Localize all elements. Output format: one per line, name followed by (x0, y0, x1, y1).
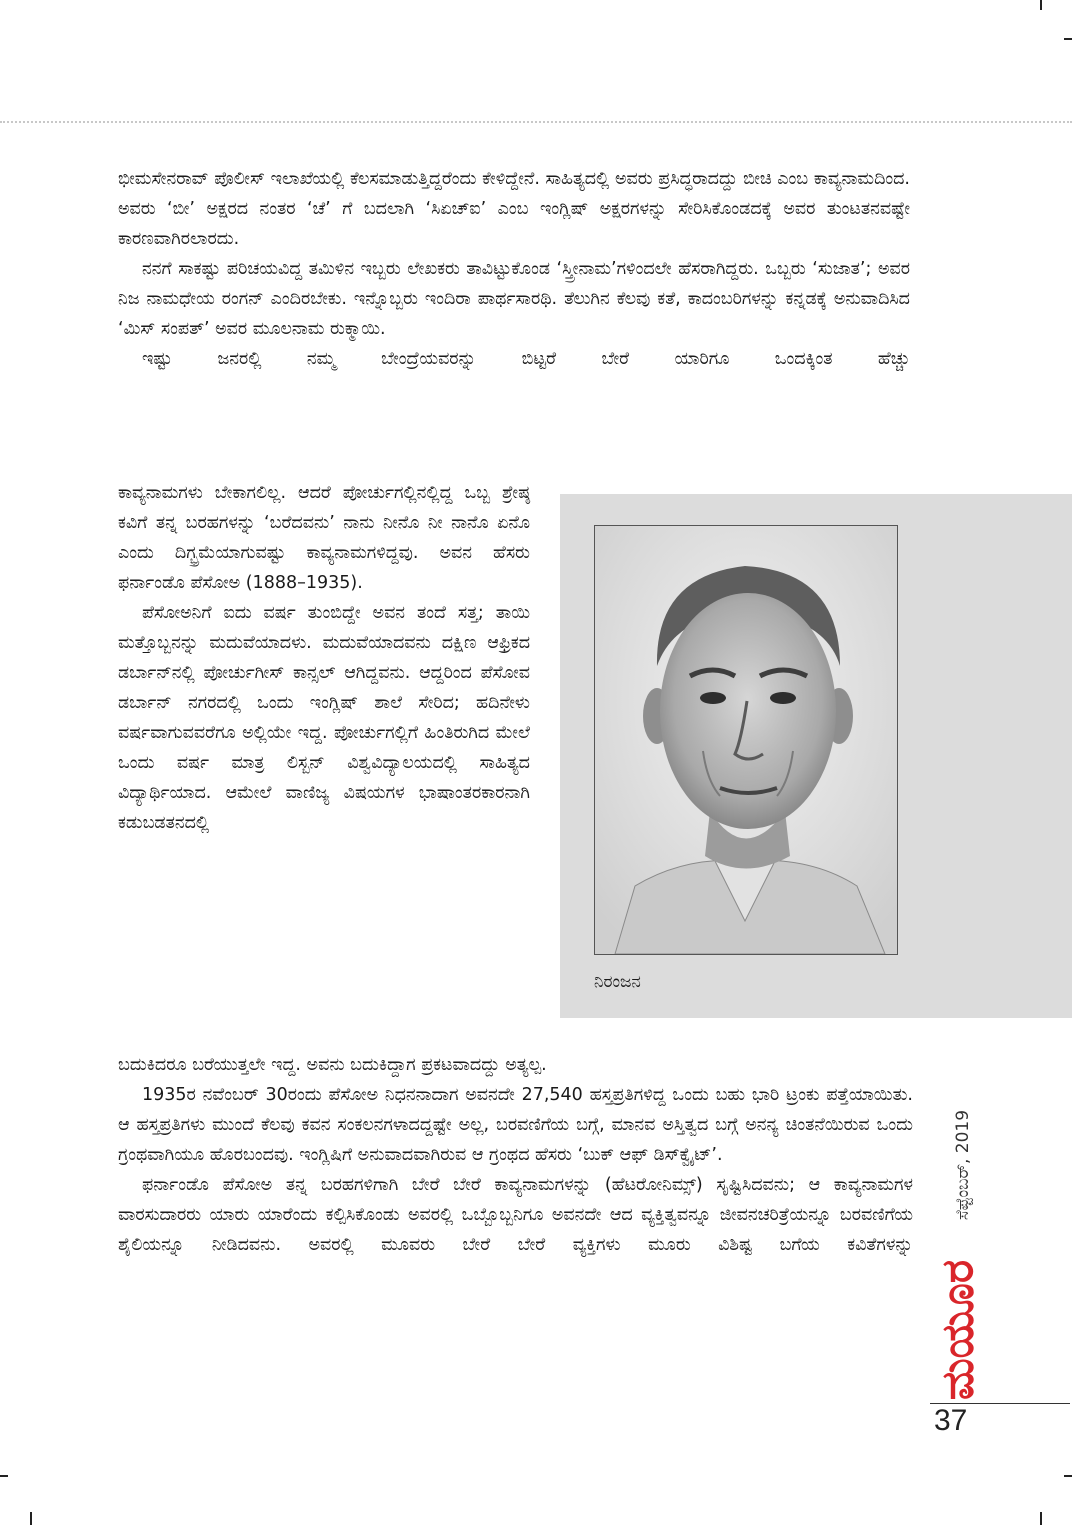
author-photo (594, 525, 898, 955)
page-number: 37 (934, 1404, 968, 1437)
paragraph: ಫರ್ನಾಂಡೊ ಪೆಸೋಅ ತನ್ನ ಬರಹಗಳಿಗಾಗಿ ಬೇರೆ ಬೇರೆ ಕಾವ್ಯನಾಮಗಳನ್ನು (ಹೆಟರೋನಿಮ್ಸ್) ಸೃಷ್ಟಿಸಿದವನು; ಆ ಕಾವ್ಯನಾಮಗಳ ವಾರಸುದಾರರು ಯಾರು ಯಾರೆಂದು ಕಲ್ಪಿಸಿಕೊಂಡು ಅವರಲ್ಲಿ ಒಬ್ಬೊಬ್ಬನಿಗೂ ಅವನದೇ ಆದ ವ್ಯಕ್ತಿತ್ವವನ್ನೂ ಜೀವನಚರಿತ್ರೆಯನ್ನೂ ಬರವಣಿಗೆಯ ಶೈಲಿಯನ್ನೂ ನೀಡಿದವನು. ಅವರಲ್ಲಿ ಮೂವರು ಬೇರೆ ಬೇರೆ ವ್ಯಕ್ತಿಗಳು ಮೂರು ವಿಶಿಷ್ಟ ಬಗೆಯ ಕವಿತೆಗಳನ್ನು (118, 1175, 913, 1255)
crop-mark-bottom-left (30, 1512, 32, 1525)
paragraph: 1935ರ ನವೆಂಬರ್ 30ರಂದು ಪೆಸೋಅ ನಿಧನನಾದಾಗ ಅವನದೇ 27,540 ಹಸ್ತಪ್ರತಿಗಳಿದ್ದ ಒಂದು ಬಹು ಭಾರಿ ಟ್ರಂಕು ಪತ್ತೆಯಾಯಿತು. ಆ ಹಸ್ತಪ್ರತಿಗಳು ಮುಂದೆ ಕೆಲವು ಕವನ ಸಂಕಲನಗಳಾದದ್ದಷ್ಟೇ ಅಲ್ಲ, ಬರವಣಿಗೆಯ ಬಗ್ಗೆ, ಮಾನವ ಅಸ್ತಿತ್ವದ ಬಗ್ಗೆ ಅನನ್ಯ ಚಿಂತನೆಯಿರುವ ಒಂದು ಗ್ರಂಥವಾಗಿಯೂ ಹೊರಬಂದವು. ಇಂಗ್ಲಿಷಿಗೆ ಅನುವಾದವಾಗಿರುವ ಆ ಗ್ರಂಥದ ಹೆಸರು ‘ಬುಕ್ ಆಫ್ ಡಿಸ್‌ಕ್ವೈಟ್’. (118, 1085, 913, 1165)
crop-mark-right-top (1064, 38, 1072, 40)
article-top-text (118, 164, 910, 374)
paragraph: ಇಷ್ಟು ಜನರಲ್ಲಿ ನಮ್ಮ ಬೇಂದ್ರೆಯವರನ್ನು ಬಿಟ್ಟರೆ ಬೇರೆ ಯಾರಿಗೂ ಒಂದಕ್ಕಿಂತ ಹೆಚ್ಚು (142, 349, 910, 369)
crop-mark-left-bottom (0, 1475, 8, 1477)
paragraph: ಪೆಸೋಅನಿಗೆ ಐದು ವರ್ಷ ತುಂಬಿದ್ದೇ ಅವನ ತಂದೆ ಸತ್ತ; ತಾಯಿ ಮತ್ತೊಬ್ಬನನ್ನು ಮದುವೆಯಾದಳು. ಮದುವೆಯಾದವನು ದಕ್ಷಿಣ ಆಫ್ರಿಕದ ಡರ್ಬಾನ್‌ನಲ್ಲಿ ಪೋರ್ಚುಗೀಸ್ ಕಾನ್ಸಲ್ ಆಗಿದ್ದವನು. ಆದ್ದರಿಂದ ಪೆಸೋವ ಡರ್ಬಾನ್ ನಗರದಲ್ಲಿ ಒಂದು ಇಂಗ್ಲಿಷ್ ಶಾಲೆ ಸೇರಿದ; ಹದಿನೇಳು ವರ್ಷವಾಗುವವರೆಗೂ ಅಲ್ಲಿಯೇ ಇದ್ದ. ಪೋರ್ಚುಗಲ್ಲಿಗೆ ಹಿಂತಿರುಗಿದ ಮೇಲೆ ಒಂದು ವರ್ಷ ಮಾತ್ರ ಲಿಸ್ಬನ್ ವಿಶ್ವವಿದ್ಯಾಲಯದಲ್ಲಿ ಸಾಹಿತ್ಯದ ವಿದ್ಯಾರ್ಥಿಯಾದ. ಆಮೇಲೆ ವಾಣಿಜ್ಯ ವಿಷಯಗಳ ಭಾಷಾಂತರಕಾರನಾಗಿ ಕಡುಬಡತನದಲ್ಲಿ (118, 603, 530, 833)
crop-mark-bottom-right (1040, 1512, 1042, 1525)
magazine-logo (930, 1255, 986, 1405)
paragraph: ಭೀಮಸೇನರಾವ್ ಪೊಲೀಸ್ ಇಲಾಖೆಯಲ್ಲಿ ಕೆಲಸಮಾಡುತ್ತಿದ್ದರೆಂದು ಕೇಳಿದ್ದೇನೆ. ಸಾಹಿತ್ಯದಲ್ಲಿ ಅವರು ಪ್ರಸಿದ್ಧರಾದದ್ದು ಬೀಚಿ ಎಂಬ ಕಾವ್ಯನಾಮದಿಂದ. ಅವರು ‘ಬೀ’ ಅಕ್ಷರದ ನಂತರ ‘ಚೆ’ ಗೆ ಬದಲಾಗಿ ‘ಸಿಏಚ್ಐ’ ಎಂಬ ಇಂಗ್ಲಿಷ್ ಅಕ್ಷರಗಳನ್ನು ಸೇರಿಸಿಕೊಂಡದಕ್ಕೆ ಅವರ ತುಂಟತನವಷ್ಟೇ ಕಾರಣವಾಗಿರಲಾರದು. (118, 169, 910, 249)
article-bottom-text (118, 1050, 913, 1260)
photo-caption: ನಿರಂಜನ (594, 972, 641, 992)
paragraph: ಕಾವ್ಯನಾಮಗಳು ಬೇಕಾಗಲಿಲ್ಲ. ಆದರೆ ಪೋರ್ಚುಗಲ್ಲಿನಲ್ಲಿದ್ದ ಒಬ್ಬ ಶ್ರೇಷ್ಠ ಕವಿಗೆ ತನ್ನ ಬರಹಗಳನ್ನು ‘ಬರೆದವನು’ ನಾನು ನೀನೊ ನೀ ನಾನೊ ಏನೊ ಎಂದು ದಿಗ್ಭ್ರಮೆಯಾಗುವಷ್ಟು ಕಾವ್ಯನಾಮಗಳಿದ್ದವು. ಅವನ ಹೆಸರು ಫರ್ನಾಂಡೊ ಪೆಸೋಅ (1888–1935). (118, 483, 530, 593)
header-dotted-rule (0, 121, 1072, 123)
paragraph: ನನಗೆ ಸಾಕಷ್ಟು ಪರಿಚಯವಿದ್ದ ತಮಿಳಿನ ಇಬ್ಬರು ಲೇಖಕರು ತಾವಿಟ್ಟುಕೊಂಡ ‘ಸ್ತ್ರೀನಾಮ’ಗಳಿಂದಲೇ ಹೆಸರಾಗಿದ್ದರು. ಒಬ್ಬರು ‘ಸುಜಾತ’; ಅವರ ನಿಜ ನಾಮಧೇಯ ರಂಗನ್ ಎಂದಿರಬೇಕು. ಇನ್ನೊಬ್ಬರು ಇಂದಿರಾ ಪಾರ್ಥಸಾರಥಿ. ತೆಲುಗಿನ ಕೆಲವು ಕತೆ, ಕಾದಂಬರಿಗಳನ್ನು ಕನ್ನಡಕ್ಕೆ ಅನುವಾದಿಸಿದ ‘ಮಿಸ್ ಸಂಪತ್’ ಅವರ ಮೂಲನಾಮ ರುಕ್ಮಾಯಿ. (118, 259, 910, 339)
issue-date (948, 1090, 978, 1240)
crop-mark-right-bottom (1064, 1475, 1072, 1477)
article-wrapped-text (118, 478, 530, 838)
magazine-logo-text: ಮಯೂರ (932, 1259, 984, 1401)
paragraph: ಬದುಕಿದರೂ ಬರೆಯುತ್ತಲೇ ಇದ್ದ. ಅವನು ಬದುಕಿದ್ದಾಗ ಪ್ರಕಟವಾದದ್ದು ಅತ್ಯಲ್ಪ. (118, 1055, 547, 1075)
crop-mark-top-right (1040, 0, 1042, 10)
issue-date-text: ಸೆಪ್ಟೆಂಬರ್, 2019 (953, 1109, 973, 1221)
portrait-illustration (595, 526, 897, 954)
